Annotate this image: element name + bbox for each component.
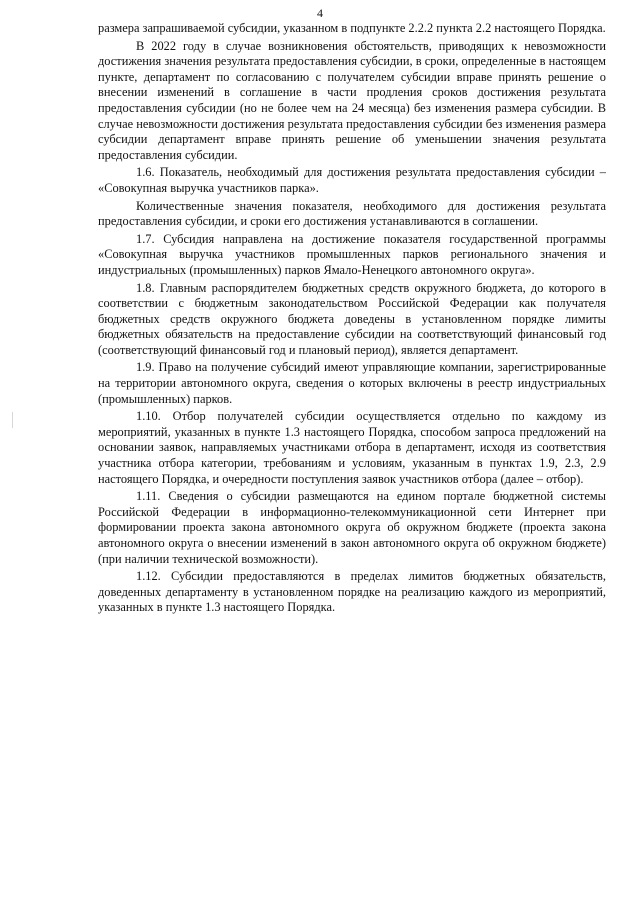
paragraph-1-10: 1.10. Отбор получателей субсидии осуществляется отдельно по каждому из мероприятий, указанных в пункте 1.3 настоящего Порядка, способом запроса предложений на основании заявок, направляемых участниками отбора в департамент, исходя из соответствия участника отбора категории, требованиям и условиям, указанным в пунктах 1.9, 2.3, 2.9 настоящего Порядка, и очередности поступления заявок участников отбора (далее – отбор). bbox=[98, 409, 606, 486]
paragraph-1-9: 1.9. Право на получение субсидий имеют управляющие компании, зарегистрированные на территории автономного округа, сведения о которых включены в реестр индустриальных (промышленных) парков. bbox=[98, 360, 606, 406]
paragraph-1-7: 1.7. Субсидия направлена на достижение показателя государственной программы «Совокупная выручка участников промышленных парков регионального значения и индустриальных (промышленных) парков Ямало-Ненецкого автономного округа». bbox=[98, 231, 606, 277]
document-body bbox=[98, 21, 606, 618]
paragraph-indicator-values: Количественные значения показателя, необходимого для достижения результата предоставления субсидии, и сроки его достижения устанавливаются в соглашении. bbox=[98, 198, 606, 229]
paragraph-1-6: 1.6. Показатель, необходимый для достижения результата предоставления субсидии – «Совокупная выручка участников парка». bbox=[98, 165, 606, 195]
paragraph-continuation: размера запрашиваемой субсидии, указанном в подпункте 2.2.2 пункта 2.2 настоящего Порядка. bbox=[98, 21, 606, 35]
margin-mark bbox=[12, 412, 13, 428]
paragraph-1-8: 1.8. Главным распорядителем бюджетных средств окружного бюджета, до которого в соответствии с бюджетным законодательством Российской Федерации как получателя бюджетных средств окружного бюджета доведены в установленном порядке лимиты бюджетных обязательств на предоставление субсидии на соответствующий финансовый год (соответствующий финансовый год и плановый период), является департамент. bbox=[98, 280, 606, 357]
page-number: 4 bbox=[317, 6, 323, 20]
paragraph-1-12: 1.12. Субсидии предоставляются в пределах лимитов бюджетных обязательств, доведенных департаменту в установленном порядке на реализацию каждого из мероприятий, указанных в пункте 1.3 настоящего Порядка. bbox=[98, 569, 606, 615]
paragraph-2022-provision: В 2022 году в случае возникновения обстоятельств, приводящих к невозможности достижения значения результата предоставления субсидии, в сроки, определенные в настоящем пункте, департамент по согласованию с получателем субсидии вправе принять решение о внесении изменений в соглашение в части продления сроков достижения результата предоставления субсидии (но не более чем на 24 месяца) без изменения размера субсидии. В случае невозможности достижения результата предоставления субсидии без изменения размера субсидии департамент вправе принять решение об уменьшении значения результата предоставления субсидии. bbox=[98, 38, 606, 162]
paragraph-1-11: 1.11. Сведения о субсидии размещаются на едином портале бюджетной системы Российской Федерации в информационно-телекоммуникационной сети Интернет при формировании проекта закона автономного округа об окружном бюджете (проекта закона автономного округа о внесении изменений в закон автономного округа об окружном бюджете) (при наличии технической возможности). bbox=[98, 489, 606, 566]
